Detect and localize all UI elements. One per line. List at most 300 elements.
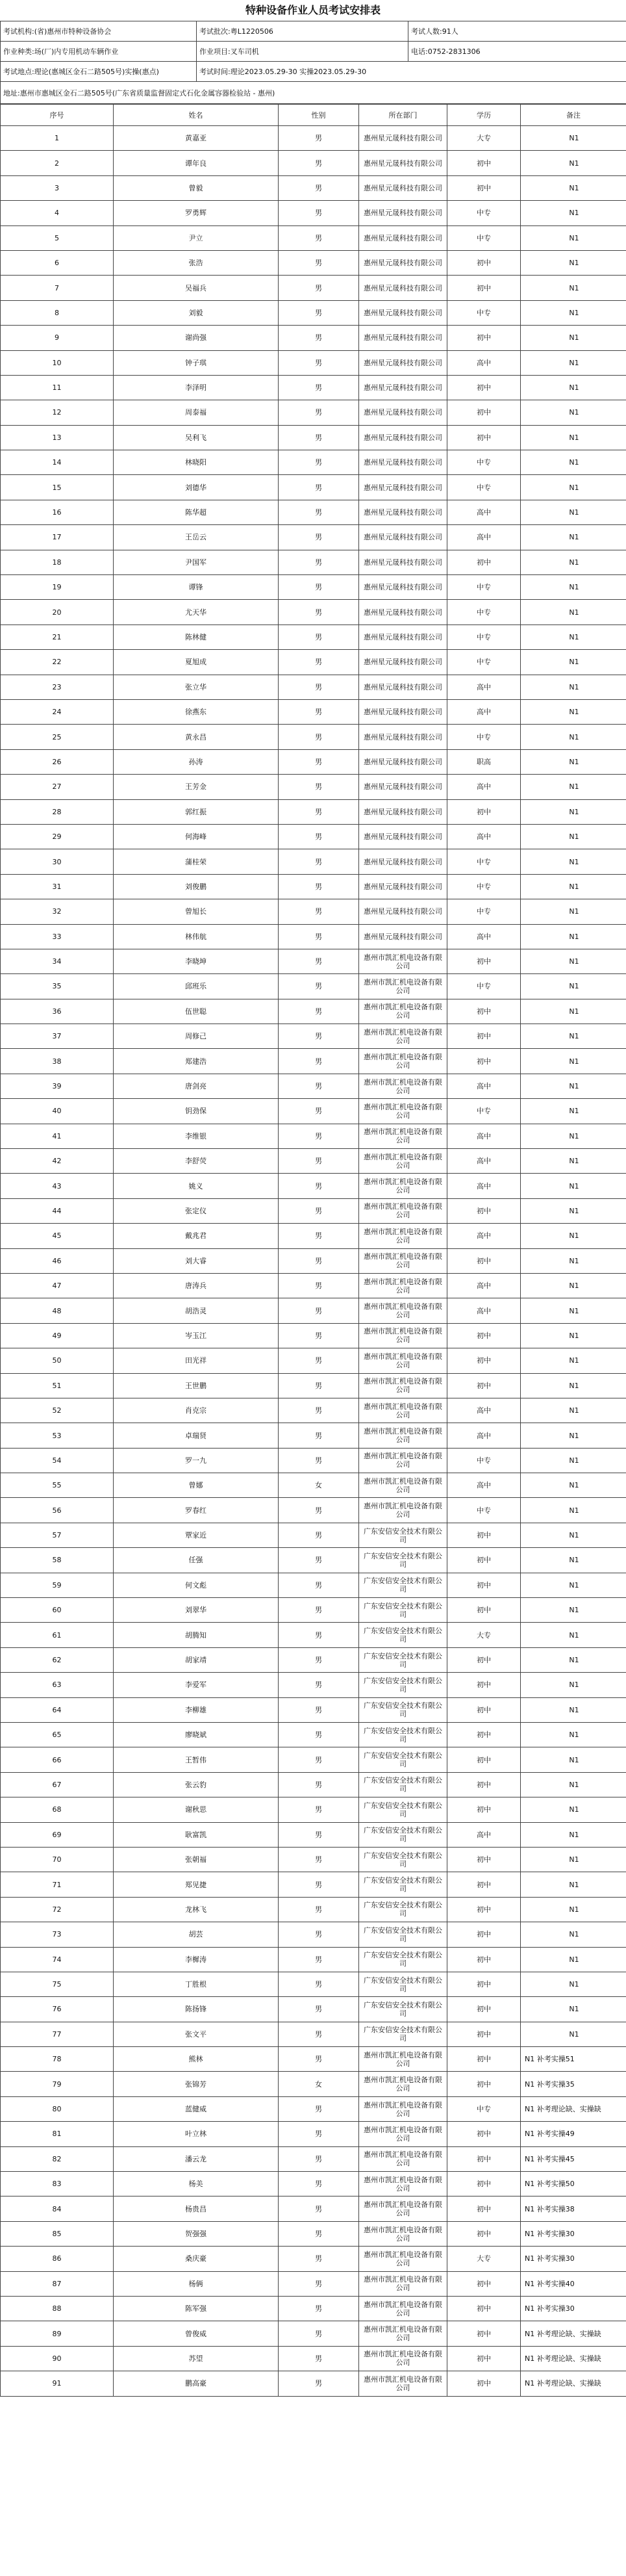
table-row bbox=[1, 2196, 626, 2221]
cell-remark: N1 bbox=[521, 350, 626, 375]
cell-name: 刘毅 bbox=[114, 300, 279, 325]
cell-remark: N1 bbox=[521, 1647, 626, 1672]
cell-name: 曾旭长 bbox=[114, 899, 279, 924]
cell-department: 惠州星元晟科技有限公司 bbox=[359, 126, 447, 151]
cell-gender: 女 bbox=[279, 1473, 359, 1498]
table-row bbox=[1, 550, 626, 574]
cell-remark: N1 bbox=[521, 1673, 626, 1697]
cell-education: 高中 bbox=[447, 1298, 521, 1323]
exam-address: 地址:惠州市惠城区金石二路505号(广东省质量监督固定式石化金属容器检验站 - 惠州) bbox=[1, 82, 626, 104]
cell-name: 孙涛 bbox=[114, 749, 279, 774]
cell-education: 初中 bbox=[447, 1723, 521, 1747]
cell-index: 12 bbox=[1, 400, 114, 425]
cell-department: 惠州星元晟科技有限公司 bbox=[359, 675, 447, 699]
cell-education: 高中 bbox=[447, 1074, 521, 1098]
table-row bbox=[1, 400, 626, 425]
cell-index: 78 bbox=[1, 2047, 114, 2072]
cell-index: 52 bbox=[1, 1398, 114, 1423]
cell-remark: N1 补考理论缺、实操缺 bbox=[521, 2346, 626, 2371]
cell-index: 43 bbox=[1, 1174, 114, 1198]
table-row bbox=[1, 1697, 626, 1722]
cell-name: 潘云龙 bbox=[114, 2146, 279, 2171]
cell-name: 谢尚强 bbox=[114, 326, 279, 350]
table-row bbox=[1, 1124, 626, 1148]
cell-name: 陈华超 bbox=[114, 500, 279, 524]
exam-info-table bbox=[0, 21, 626, 104]
cell-department: 惠州星元晟科技有限公司 bbox=[359, 400, 447, 425]
cell-remark: N1 bbox=[521, 500, 626, 524]
table-row bbox=[1, 2047, 626, 2072]
table-row bbox=[1, 1673, 626, 1697]
cell-name: 田光祥 bbox=[114, 1348, 279, 1373]
cell-education: 高中 bbox=[447, 824, 521, 849]
cell-education: 高中 bbox=[447, 525, 521, 550]
cell-education: 中专 bbox=[447, 974, 521, 999]
cell-education: 初中 bbox=[447, 375, 521, 400]
candidate-table bbox=[0, 104, 626, 2397]
cell-education: 初中 bbox=[447, 2196, 521, 2221]
cell-department: 惠州星元晟科技有限公司 bbox=[359, 575, 447, 600]
cell-education: 初中 bbox=[447, 2072, 521, 2096]
cell-education: 中专 bbox=[447, 450, 521, 475]
table-row bbox=[1, 2371, 626, 2396]
cell-department: 广东安信安全技术有限公司 bbox=[359, 1822, 447, 1847]
cell-gender: 男 bbox=[279, 1323, 359, 1348]
cell-education: 中专 bbox=[447, 2096, 521, 2121]
cell-index: 13 bbox=[1, 425, 114, 450]
cell-index: 30 bbox=[1, 849, 114, 874]
cell-name: 姚义 bbox=[114, 1174, 279, 1198]
cell-name: 曾娜 bbox=[114, 1473, 279, 1498]
cell-education: 中专 bbox=[447, 575, 521, 600]
cell-remark: N1 补考实操45 bbox=[521, 2146, 626, 2171]
cell-department: 广东安信安全技术有限公司 bbox=[359, 1747, 447, 1772]
cell-remark: N1 bbox=[521, 525, 626, 550]
cell-index: 66 bbox=[1, 1747, 114, 1772]
cell-department: 广东安信安全技术有限公司 bbox=[359, 1573, 447, 1597]
cell-remark: N1 bbox=[521, 400, 626, 425]
cell-department: 惠州市凯汇机电设备有限公司 bbox=[359, 1448, 447, 1473]
cell-index: 60 bbox=[1, 1598, 114, 1623]
cell-education: 中专 bbox=[447, 300, 521, 325]
cell-index: 44 bbox=[1, 1198, 114, 1223]
cell-education: 初中 bbox=[447, 1348, 521, 1373]
cell-name: 何海峰 bbox=[114, 824, 279, 849]
cell-remark: N1 bbox=[521, 799, 626, 824]
cell-department: 广东安信安全技术有限公司 bbox=[359, 1523, 447, 1547]
cell-education: 初中 bbox=[447, 550, 521, 574]
cell-index: 76 bbox=[1, 1997, 114, 2022]
cell-remark: N1 bbox=[521, 874, 626, 899]
cell-name: 周泰福 bbox=[114, 400, 279, 425]
header-education: 学历 bbox=[447, 105, 521, 126]
cell-education: 初中 bbox=[447, 1323, 521, 1348]
table-row bbox=[1, 1323, 626, 1348]
cell-gender: 男 bbox=[279, 1423, 359, 1448]
table-row bbox=[1, 1947, 626, 1972]
cell-remark: N1 bbox=[521, 475, 626, 500]
cell-education: 初中 bbox=[447, 1797, 521, 1822]
cell-index: 38 bbox=[1, 1049, 114, 1074]
cell-department: 惠州星元晟科技有限公司 bbox=[359, 225, 447, 250]
cell-name: 蓝健威 bbox=[114, 2096, 279, 2121]
cell-remark: N1 bbox=[521, 1024, 626, 1049]
cell-name: 黄永昌 bbox=[114, 725, 279, 749]
cell-index: 74 bbox=[1, 1947, 114, 1972]
cell-name: 曾俊威 bbox=[114, 2321, 279, 2346]
cell-education: 初中 bbox=[447, 2022, 521, 2046]
cell-index: 79 bbox=[1, 2072, 114, 2096]
cell-gender: 男 bbox=[279, 1947, 359, 1972]
cell-remark: N1 bbox=[521, 924, 626, 949]
cell-department: 惠州市凯汇机电设备有限公司 bbox=[359, 1348, 447, 1373]
cell-department: 惠州市凯汇机电设备有限公司 bbox=[359, 1298, 447, 1323]
cell-name: 陈林健 bbox=[114, 625, 279, 649]
cell-education: 初中 bbox=[447, 1548, 521, 1573]
cell-education: 中专 bbox=[447, 1448, 521, 1473]
cell-department: 惠州市凯汇机电设备有限公司 bbox=[359, 2122, 447, 2146]
cell-gender: 男 bbox=[279, 300, 359, 325]
table-row bbox=[1, 1972, 626, 1996]
cell-index: 37 bbox=[1, 1024, 114, 1049]
cell-department: 惠州市凯汇机电设备有限公司 bbox=[359, 2247, 447, 2271]
cell-index: 83 bbox=[1, 2172, 114, 2196]
cell-index: 48 bbox=[1, 1298, 114, 1323]
cell-department: 惠州星元晟科技有限公司 bbox=[359, 550, 447, 574]
cell-gender: 男 bbox=[279, 1398, 359, 1423]
cell-remark: N1 bbox=[521, 1573, 626, 1597]
cell-education: 初中 bbox=[447, 2321, 521, 2346]
table-row bbox=[1, 1647, 626, 1672]
cell-department: 惠州星元晟科技有限公司 bbox=[359, 425, 447, 450]
cell-remark: N1 bbox=[521, 824, 626, 849]
cell-gender: 男 bbox=[279, 949, 359, 973]
cell-name: 唐涛兵 bbox=[114, 1273, 279, 1298]
cell-name: 胡家靖 bbox=[114, 1647, 279, 1672]
cell-gender: 男 bbox=[279, 2321, 359, 2346]
cell-index: 5 bbox=[1, 225, 114, 250]
table-row bbox=[1, 824, 626, 849]
cell-remark: N1 补考实操40 bbox=[521, 2271, 626, 2296]
table-row bbox=[1, 999, 626, 1024]
cell-remark: N1 bbox=[521, 1373, 626, 1398]
cell-department: 惠州星元晟科技有限公司 bbox=[359, 175, 447, 200]
cell-gender: 男 bbox=[279, 250, 359, 275]
cell-education: 高中 bbox=[447, 500, 521, 524]
cell-gender: 男 bbox=[279, 625, 359, 649]
cell-gender: 男 bbox=[279, 1573, 359, 1597]
exam-location: 考试地点:理论(惠城区金石二路505号)实操(惠点) bbox=[1, 62, 197, 82]
cell-remark: N1 补考实操35 bbox=[521, 2072, 626, 2096]
cell-name: 钟子琪 bbox=[114, 350, 279, 375]
cell-gender: 男 bbox=[279, 999, 359, 1024]
cell-remark: N1 补考实操38 bbox=[521, 2196, 626, 2221]
table-row bbox=[1, 2146, 626, 2171]
cell-name: 蒲桂荣 bbox=[114, 849, 279, 874]
cell-education: 初中 bbox=[447, 1673, 521, 1697]
cell-education: 中专 bbox=[447, 1099, 521, 1124]
cell-index: 58 bbox=[1, 1548, 114, 1573]
header-index: 序号 bbox=[1, 105, 114, 126]
cell-gender: 男 bbox=[279, 2172, 359, 2196]
cell-index: 10 bbox=[1, 350, 114, 375]
cell-name: 叶立林 bbox=[114, 2122, 279, 2146]
cell-education: 高中 bbox=[447, 350, 521, 375]
cell-education: 初中 bbox=[447, 2122, 521, 2146]
cell-index: 8 bbox=[1, 300, 114, 325]
cell-education: 高中 bbox=[447, 699, 521, 724]
cell-remark: N1 bbox=[521, 999, 626, 1024]
cell-education: 初中 bbox=[447, 425, 521, 450]
cell-index: 73 bbox=[1, 1922, 114, 1947]
cell-index: 11 bbox=[1, 375, 114, 400]
cell-name: 熊林 bbox=[114, 2047, 279, 2072]
cell-index: 26 bbox=[1, 749, 114, 774]
cell-department: 惠州星元晟科技有限公司 bbox=[359, 650, 447, 675]
cell-gender: 男 bbox=[279, 151, 359, 175]
cell-department: 惠州星元晟科技有限公司 bbox=[359, 775, 447, 799]
cell-department: 惠州星元晟科技有限公司 bbox=[359, 749, 447, 774]
table-row bbox=[1, 2247, 626, 2271]
cell-education: 初中 bbox=[447, 799, 521, 824]
cell-name: 曾毅 bbox=[114, 175, 279, 200]
exam-time: 考试时间:理论2023.05.29-30 实操2023.05.29-30 bbox=[197, 62, 626, 82]
cell-gender: 男 bbox=[279, 1772, 359, 1797]
cell-department: 广东安信安全技术有限公司 bbox=[359, 1922, 447, 1947]
cell-department: 惠州市凯汇机电设备有限公司 bbox=[359, 1473, 447, 1498]
table-row bbox=[1, 250, 626, 275]
cell-gender: 男 bbox=[279, 2371, 359, 2396]
cell-index: 71 bbox=[1, 1872, 114, 1897]
cell-index: 84 bbox=[1, 2196, 114, 2221]
cell-name: 李泽明 bbox=[114, 375, 279, 400]
cell-name: 张定仪 bbox=[114, 1198, 279, 1223]
cell-index: 89 bbox=[1, 2321, 114, 2346]
table-row bbox=[1, 1573, 626, 1597]
cell-name: 郑见捷 bbox=[114, 1872, 279, 1897]
cell-remark: N1 bbox=[521, 1423, 626, 1448]
cell-department: 广东安信安全技术有限公司 bbox=[359, 1847, 447, 1872]
cell-department: 惠州市凯汇机电设备有限公司 bbox=[359, 2172, 447, 2196]
cell-gender: 男 bbox=[279, 400, 359, 425]
cell-remark: N1 bbox=[521, 1198, 626, 1223]
cell-remark: N1 bbox=[521, 1598, 626, 1623]
cell-gender: 男 bbox=[279, 201, 359, 225]
cell-gender: 男 bbox=[279, 2346, 359, 2371]
cell-remark: N1 补考实操51 bbox=[521, 2047, 626, 2072]
cell-gender: 男 bbox=[279, 2247, 359, 2271]
cell-department: 惠州市凯汇机电设备有限公司 bbox=[359, 2221, 447, 2246]
cell-name: 林晓阳 bbox=[114, 450, 279, 475]
table-row bbox=[1, 1897, 626, 1922]
cell-gender: 男 bbox=[279, 2296, 359, 2321]
cell-index: 34 bbox=[1, 949, 114, 973]
cell-gender: 男 bbox=[279, 675, 359, 699]
cell-remark: N1 bbox=[521, 1398, 626, 1423]
cell-education: 中专 bbox=[447, 874, 521, 899]
cell-remark: N1 补考理论缺、实操缺 bbox=[521, 2371, 626, 2396]
table-row bbox=[1, 375, 626, 400]
cell-name: 刘俊鹏 bbox=[114, 874, 279, 899]
cell-remark: N1 bbox=[521, 1473, 626, 1498]
cell-education: 初中 bbox=[447, 1523, 521, 1547]
cell-education: 初中 bbox=[447, 2146, 521, 2171]
cell-name: 耿富凯 bbox=[114, 1822, 279, 1847]
cell-education: 中专 bbox=[447, 899, 521, 924]
cell-index: 49 bbox=[1, 1323, 114, 1348]
cell-gender: 男 bbox=[279, 425, 359, 450]
cell-gender: 男 bbox=[279, 725, 359, 749]
cell-remark: N1 补考实操30 bbox=[521, 2247, 626, 2271]
cell-index: 77 bbox=[1, 2022, 114, 2046]
cell-gender: 男 bbox=[279, 475, 359, 500]
cell-department: 广东安信安全技术有限公司 bbox=[359, 1598, 447, 1623]
cell-gender: 男 bbox=[279, 550, 359, 574]
cell-name: 徐燕东 bbox=[114, 699, 279, 724]
cell-index: 50 bbox=[1, 1348, 114, 1373]
cell-department: 惠州星元晟科技有限公司 bbox=[359, 326, 447, 350]
cell-index: 15 bbox=[1, 475, 114, 500]
cell-name: 李樨涛 bbox=[114, 1947, 279, 1972]
table-row bbox=[1, 2122, 626, 2146]
cell-department: 广东安信安全技术有限公司 bbox=[359, 1797, 447, 1822]
table-row bbox=[1, 1922, 626, 1947]
cell-education: 高中 bbox=[447, 1174, 521, 1198]
cell-remark: N1 bbox=[521, 300, 626, 325]
cell-index: 82 bbox=[1, 2146, 114, 2171]
cell-department: 广东安信安全技术有限公司 bbox=[359, 1997, 447, 2022]
cell-name: 丁胜根 bbox=[114, 1972, 279, 1996]
cell-name: 谢秋思 bbox=[114, 1797, 279, 1822]
cell-name: 胡芸 bbox=[114, 1922, 279, 1947]
cell-education: 初中 bbox=[447, 1373, 521, 1398]
cell-index: 72 bbox=[1, 1897, 114, 1922]
cell-department: 惠州市凯汇机电设备有限公司 bbox=[359, 2271, 447, 2296]
cell-department: 惠州星元晟科技有限公司 bbox=[359, 350, 447, 375]
cell-name: 张锦芳 bbox=[114, 2072, 279, 2096]
cell-remark: N1 bbox=[521, 1997, 626, 2022]
cell-remark: N1 bbox=[521, 175, 626, 200]
cell-remark: N1 补考理论缺、实操缺 bbox=[521, 2321, 626, 2346]
cell-department: 惠州市凯汇机电设备有限公司 bbox=[359, 2346, 447, 2371]
cell-index: 46 bbox=[1, 1248, 114, 1273]
table-row bbox=[1, 175, 626, 200]
cell-gender: 男 bbox=[279, 1149, 359, 1174]
cell-department: 惠州市凯汇机电设备有限公司 bbox=[359, 1099, 447, 1124]
cell-gender: 男 bbox=[279, 1174, 359, 1198]
cell-gender: 男 bbox=[279, 126, 359, 151]
cell-gender: 男 bbox=[279, 525, 359, 550]
cell-gender: 男 bbox=[279, 1348, 359, 1373]
cell-index: 2 bbox=[1, 151, 114, 175]
cell-remark: N1 bbox=[521, 675, 626, 699]
cell-department: 惠州星元晟科技有限公司 bbox=[359, 375, 447, 400]
cell-gender: 男 bbox=[279, 650, 359, 675]
cell-index: 36 bbox=[1, 999, 114, 1024]
cell-remark: N1 bbox=[521, 450, 626, 475]
cell-department: 惠州市凯汇机电设备有限公司 bbox=[359, 1049, 447, 1074]
cell-remark: N1 补考实操50 bbox=[521, 2172, 626, 2196]
cell-remark: N1 bbox=[521, 1248, 626, 1273]
table-row bbox=[1, 2221, 626, 2246]
cell-index: 24 bbox=[1, 699, 114, 724]
cell-education: 初中 bbox=[447, 1049, 521, 1074]
cell-remark: N1 bbox=[521, 276, 626, 300]
cell-index: 65 bbox=[1, 1723, 114, 1747]
cell-index: 29 bbox=[1, 824, 114, 849]
cell-education: 初中 bbox=[447, 1872, 521, 1897]
table-row bbox=[1, 1198, 626, 1223]
table-row bbox=[1, 1872, 626, 1897]
cell-remark: N1 bbox=[521, 550, 626, 574]
cell-index: 42 bbox=[1, 1149, 114, 1174]
cell-index: 7 bbox=[1, 276, 114, 300]
cell-gender: 男 bbox=[279, 1298, 359, 1323]
table-row bbox=[1, 1623, 626, 1647]
cell-education: 初中 bbox=[447, 1897, 521, 1922]
cell-remark: N1 bbox=[521, 375, 626, 400]
cell-name: 张云豹 bbox=[114, 1772, 279, 1797]
cell-remark: N1 补考实操30 bbox=[521, 2296, 626, 2321]
table-row bbox=[1, 2321, 626, 2346]
cell-gender: 男 bbox=[279, 1273, 359, 1298]
cell-remark: N1 bbox=[521, 699, 626, 724]
cell-education: 中专 bbox=[447, 475, 521, 500]
cell-name: 张浩 bbox=[114, 250, 279, 275]
cell-remark: N1 bbox=[521, 1623, 626, 1647]
cell-department: 惠州市凯汇机电设备有限公司 bbox=[359, 1398, 447, 1423]
table-row bbox=[1, 899, 626, 924]
cell-education: 中专 bbox=[447, 225, 521, 250]
cell-department: 惠州星元晟科技有限公司 bbox=[359, 475, 447, 500]
work-category: 作业种类:场(厂)内专用机动车辆作业 bbox=[1, 42, 197, 62]
table-row bbox=[1, 699, 626, 724]
cell-remark: N1 bbox=[521, 1847, 626, 1872]
table-row bbox=[1, 1747, 626, 1772]
cell-name: 陈军强 bbox=[114, 2296, 279, 2321]
cell-gender: 男 bbox=[279, 899, 359, 924]
cell-education: 初中 bbox=[447, 2296, 521, 2321]
cell-department: 惠州星元晟科技有限公司 bbox=[359, 500, 447, 524]
cell-remark: N1 bbox=[521, 1074, 626, 1098]
cell-gender: 男 bbox=[279, 1523, 359, 1547]
cell-education: 高中 bbox=[447, 1149, 521, 1174]
cell-gender: 男 bbox=[279, 500, 359, 524]
cell-remark: N1 bbox=[521, 1797, 626, 1822]
cell-name: 张文平 bbox=[114, 2022, 279, 2046]
cell-index: 55 bbox=[1, 1473, 114, 1498]
cell-name: 刘德华 bbox=[114, 475, 279, 500]
cell-name: 李柳雄 bbox=[114, 1697, 279, 1722]
cell-gender: 男 bbox=[279, 600, 359, 625]
cell-name: 桑庆豪 bbox=[114, 2247, 279, 2271]
cell-education: 大专 bbox=[447, 126, 521, 151]
table-row bbox=[1, 1174, 626, 1198]
cell-department: 广东安信安全技术有限公司 bbox=[359, 1972, 447, 1996]
cell-gender: 男 bbox=[279, 849, 359, 874]
table-row bbox=[1, 126, 626, 151]
cell-remark: N1 bbox=[521, 650, 626, 675]
table-row bbox=[1, 1523, 626, 1547]
table-row bbox=[1, 500, 626, 524]
cell-education: 初中 bbox=[447, 151, 521, 175]
table-row bbox=[1, 625, 626, 649]
cell-department: 惠州市凯汇机电设备有限公司 bbox=[359, 1174, 447, 1198]
table-row bbox=[1, 1797, 626, 1822]
cell-education: 初中 bbox=[447, 1922, 521, 1947]
cell-department: 惠州市凯汇机电设备有限公司 bbox=[359, 2146, 447, 2171]
exam-org: 考试机构:(省)惠州市特种设备协会 bbox=[1, 21, 197, 42]
